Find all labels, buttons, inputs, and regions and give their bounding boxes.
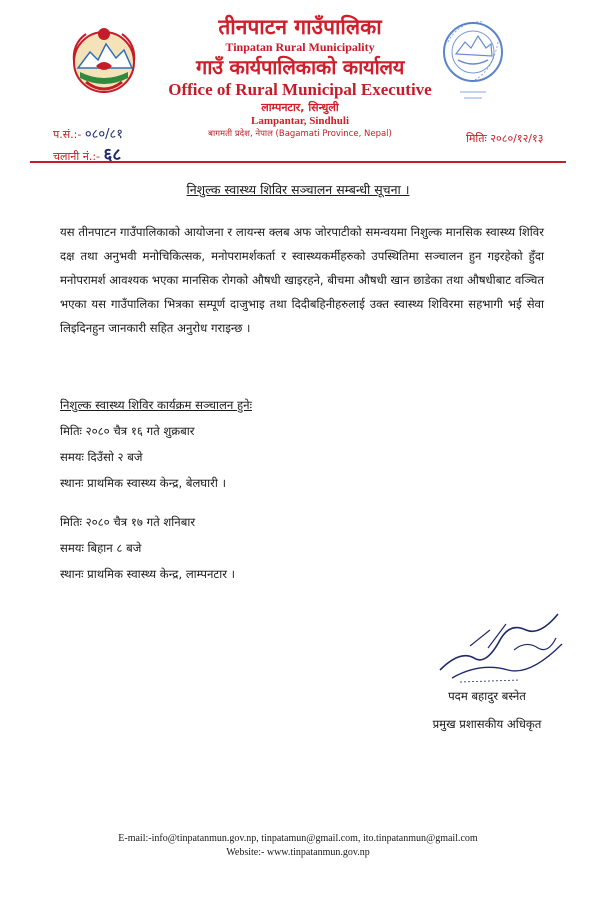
signature-icon xyxy=(430,600,570,684)
event-2-time: समयः बिहान ८ बजे xyxy=(60,541,142,555)
event-1-date: मितिः २०८० चैत्र १६ गते शुक्रबार xyxy=(60,424,195,438)
dispatch-number-label: चलानी नं.:- xyxy=(53,150,101,163)
event-2-place: स्थानः प्राथमिक स्वास्थ्य केन्द्र, लाम्पनटार । xyxy=(60,567,236,581)
schedule-section-2 xyxy=(60,509,544,587)
event-2-date: मितिः २०८० चैत्र १७ गते शनिबार xyxy=(60,515,196,529)
office-seal-icon xyxy=(440,12,506,106)
signatory-name: पदम बहादुर बस्नेत xyxy=(448,689,526,703)
footer xyxy=(0,832,596,860)
schedule-heading: निशुल्क स्वास्थ्य शिविर कार्यक्रम सञ्चालन हुनेः xyxy=(60,398,252,412)
footer-email: E-mail:-info@tinpatanmun.gov.np, tinpatamun@gmail.com, ito.tinpatanmun@gmail.com xyxy=(118,833,478,844)
letter-number-row xyxy=(53,125,123,145)
signatory-title: प्रमुख प्रशासकीय अधिकृत xyxy=(432,717,542,731)
dispatch-number-value: ६८ xyxy=(103,145,122,165)
notice-subject xyxy=(0,181,596,198)
nepal-emblem-icon xyxy=(66,22,142,98)
municipality-name-np: तीनपाटन गाउँपालिका xyxy=(218,14,382,39)
municipality-name-en: Tinpatan Rural Municipality xyxy=(225,40,375,54)
dispatch-number-row xyxy=(53,145,123,167)
office-name-en: Office of Rural Municipal Executive xyxy=(168,80,432,99)
address-np: लाम्पनटार, सिन्धुली xyxy=(261,101,339,114)
province-line: बागमती प्रदेश, नेपाल (Bagamati Province, Nepal) xyxy=(208,129,392,139)
letter-number-label: प.सं.:- xyxy=(53,128,82,141)
office-name-np: गाउँ कार्यपालिकाको कार्यालय xyxy=(195,55,405,79)
event-1-time: समयः दिउँसो २ बजे xyxy=(60,450,143,464)
letter-number-value: ०८०/८१ xyxy=(84,127,124,142)
notice-subject-text: निशुल्क स्वास्थ्य शिविर सञ्चालन सम्बन्धी सूचना । xyxy=(186,182,410,197)
issue-date-value: २०८०/१२/१३ xyxy=(490,132,544,145)
issue-date xyxy=(466,131,543,146)
address-en: Lampantar, Sindhuli xyxy=(250,115,350,127)
issue-date-label: मितिः xyxy=(466,132,487,145)
notice-body: यस तीनपाटन गाउँपालिकाको आयोजना र लायन्स क्लब अफ जोरपाटीको समन्वयमा निशुल्क मानसिक स्वास्थ्य शिविर दक्ष तथा अनुभवी मनोचिकित्सक, मनोपरामर्शकर्ता र स्वास्थ्यकर्मीहरुको उपस्थितिमा सञ्चालन हुन गइरहेको हुँदा मनोपरामर्श आवश्यक भएका मानसिक रोगको औषधी खाइरहने, बीचमा औषधी खान छाडेका तथा औषधीबाट वञ्चित भएका यस गाउँपालिका भित्रका सम्पूर्ण दाजुभाइ तथा दिदीबहिनीहरुलाई उक्त स्वास्थ्य शिविरमा सहभागी भई सेवा लिइदिनहुन जानकारी सहित अनुरोध गराइन्छ । xyxy=(60,225,544,335)
header-divider xyxy=(30,161,566,163)
letterhead xyxy=(150,8,450,140)
event-1-place: स्थानः प्राथमिक स्वास्थ्य केन्द्र, बेलघारी । xyxy=(60,476,226,490)
footer-website: Website:- www.tinpatanmun.gov.np xyxy=(226,847,370,858)
signatory-block xyxy=(412,682,562,738)
schedule-section xyxy=(60,392,544,496)
